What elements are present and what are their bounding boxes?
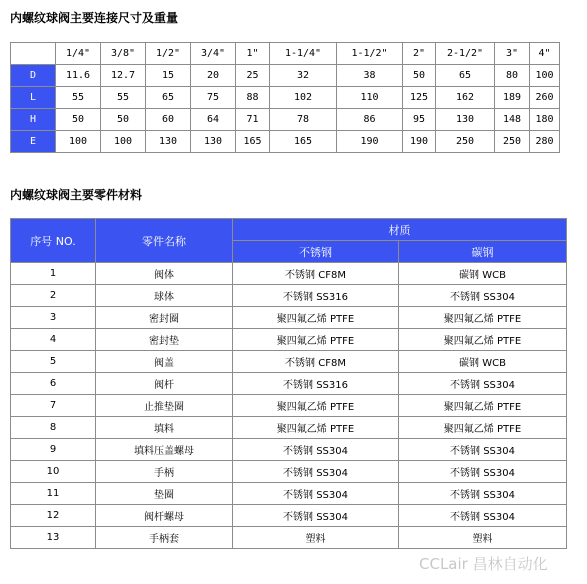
dimension-value: 38 [337, 65, 403, 87]
dimensions-table [10, 42, 560, 153]
table-row [11, 307, 567, 329]
dimension-value: 102 [270, 87, 337, 109]
size-cell: 3/8" [101, 43, 146, 65]
stainless-material: 聚四氟乙烯 PTFE [233, 329, 399, 351]
part-number: 5 [11, 351, 96, 373]
part-name: 密封垫 [96, 329, 233, 351]
dimension-value: 280 [530, 131, 560, 153]
dimension-row [11, 65, 560, 87]
dimension-value: 125 [403, 87, 436, 109]
dimension-value: 32 [270, 65, 337, 87]
dimension-value: 260 [530, 87, 560, 109]
part-name: 密封圈 [96, 307, 233, 329]
part-number: 1 [11, 263, 96, 285]
part-name: 阀杆 [96, 373, 233, 395]
stainless-material: 聚四氟乙烯 PTFE [233, 417, 399, 439]
part-name: 阀杆螺母 [96, 505, 233, 527]
part-name: 填料 [96, 417, 233, 439]
size-cell: 1-1/2" [337, 43, 403, 65]
part-number: 8 [11, 417, 96, 439]
size-cell: 1" [236, 43, 270, 65]
dimension-value: 86 [337, 109, 403, 131]
table-row [11, 527, 567, 549]
stainless-material: 塑料 [233, 527, 399, 549]
carbon-material: 聚四氟乙烯 PTFE [399, 395, 567, 417]
table-row [11, 505, 567, 527]
dimension-value: 130 [436, 109, 495, 131]
dimension-value: 95 [403, 109, 436, 131]
dimension-value: 71 [236, 109, 270, 131]
dimension-value: 64 [191, 109, 236, 131]
dimension-value: 15 [146, 65, 191, 87]
table-row [11, 395, 567, 417]
stainless-material: 不锈钢 SS304 [233, 483, 399, 505]
dimension-value: 162 [436, 87, 495, 109]
dimension-value: 20 [191, 65, 236, 87]
dimension-value: 130 [191, 131, 236, 153]
watermark-logo: CCLair 昌林自动化 [419, 555, 548, 573]
carbon-material: 碳钢 WCB [399, 263, 567, 285]
part-number: 9 [11, 439, 96, 461]
dimension-label: H [11, 109, 56, 131]
dimension-value: 100 [101, 131, 146, 153]
stainless-material: 不锈钢 SS304 [233, 461, 399, 483]
stainless-material: 不锈钢 CF8M [233, 351, 399, 373]
part-name: 手柄套 [96, 527, 233, 549]
part-number: 2 [11, 285, 96, 307]
part-number: 13 [11, 527, 96, 549]
carbon-material: 不锈钢 SS304 [399, 285, 567, 307]
part-name: 手柄 [96, 461, 233, 483]
dimension-value: 55 [56, 87, 101, 109]
dimension-value: 100 [56, 131, 101, 153]
dimension-label: E [11, 131, 56, 153]
dimension-value: 12.7 [101, 65, 146, 87]
dimension-value: 11.6 [56, 65, 101, 87]
table-row [11, 263, 567, 285]
carbon-material: 不锈钢 SS304 [399, 461, 567, 483]
part-number: 4 [11, 329, 96, 351]
table-row [11, 439, 567, 461]
dimension-row [11, 87, 560, 109]
carbon-material: 塑料 [399, 527, 567, 549]
part-number: 3 [11, 307, 96, 329]
table-row [11, 285, 567, 307]
dimension-row [11, 109, 560, 131]
dimension-value: 165 [270, 131, 337, 153]
part-name: 垫圈 [96, 483, 233, 505]
table-row [11, 329, 567, 351]
parts-title: 内螺纹球阀主要零件材料 [10, 188, 143, 202]
part-number: 12 [11, 505, 96, 527]
carbon-material: 不锈钢 SS304 [399, 439, 567, 461]
size-cell: 3" [495, 43, 530, 65]
carbon-material: 碳钢 WCB [399, 351, 567, 373]
dimension-label: L [11, 87, 56, 109]
dimension-value: 25 [236, 65, 270, 87]
header-no: 序号 NO. [11, 219, 96, 263]
dimension-value: 148 [495, 109, 530, 131]
header-part-name: 零件名称 [96, 219, 233, 263]
dimension-value: 250 [436, 131, 495, 153]
part-number: 6 [11, 373, 96, 395]
part-name: 阀盖 [96, 351, 233, 373]
size-cell: 2-1/2" [436, 43, 495, 65]
dimension-row [11, 131, 560, 153]
dimension-value: 65 [146, 87, 191, 109]
size-cell: 1/4" [56, 43, 101, 65]
dimension-value: 110 [337, 87, 403, 109]
dimension-value: 130 [146, 131, 191, 153]
stainless-material: 不锈钢 SS316 [233, 285, 399, 307]
carbon-material: 聚四氟乙烯 PTFE [399, 417, 567, 439]
stainless-material: 聚四氟乙烯 PTFE [233, 307, 399, 329]
dimension-value: 50 [403, 65, 436, 87]
dimensions-title: 内螺纹球阀主要连接尺寸及重量 [10, 11, 179, 25]
table-row [11, 483, 567, 505]
table-row [11, 417, 567, 439]
dimension-value: 100 [530, 65, 560, 87]
dimension-value: 189 [495, 87, 530, 109]
part-number: 11 [11, 483, 96, 505]
carbon-material: 不锈钢 SS304 [399, 483, 567, 505]
part-name: 止推垫圈 [96, 395, 233, 417]
dimension-value: 250 [495, 131, 530, 153]
carbon-material: 不锈钢 SS304 [399, 505, 567, 527]
parts-table [10, 218, 567, 549]
size-cell: 3/4" [191, 43, 236, 65]
size-cell: 4" [530, 43, 560, 65]
table-row [11, 461, 567, 483]
dimension-value: 78 [270, 109, 337, 131]
table-row [11, 351, 567, 373]
stainless-material: 不锈钢 CF8M [233, 263, 399, 285]
carbon-material: 聚四氟乙烯 PTFE [399, 307, 567, 329]
dimension-value: 88 [236, 87, 270, 109]
stainless-material: 不锈钢 SS316 [233, 373, 399, 395]
dimension-value: 65 [436, 65, 495, 87]
stainless-material: 不锈钢 SS304 [233, 505, 399, 527]
dimension-value: 50 [56, 109, 101, 131]
carbon-material: 不锈钢 SS304 [399, 373, 567, 395]
part-name: 阀体 [96, 263, 233, 285]
table-row [11, 373, 567, 395]
dimension-value: 190 [337, 131, 403, 153]
part-name: 球体 [96, 285, 233, 307]
header-material: 材质 [233, 219, 567, 241]
header-carbon: 碳钢 [399, 241, 567, 263]
size-cell: 1/2" [146, 43, 191, 65]
dimension-value: 180 [530, 109, 560, 131]
size-cell: 2" [403, 43, 436, 65]
part-name: 填料压盖螺母 [96, 439, 233, 461]
dimension-value: 60 [146, 109, 191, 131]
size-label: SIZE [11, 43, 56, 65]
dimension-value: 50 [101, 109, 146, 131]
size-header-row [11, 43, 560, 65]
dimension-value: 190 [403, 131, 436, 153]
dimension-value: 165 [236, 131, 270, 153]
size-cell: 1-1/4" [270, 43, 337, 65]
dimension-value: 55 [101, 87, 146, 109]
stainless-material: 不锈钢 SS304 [233, 439, 399, 461]
stainless-material: 聚四氟乙烯 PTFE [233, 395, 399, 417]
part-number: 7 [11, 395, 96, 417]
dimension-value: 75 [191, 87, 236, 109]
part-number: 10 [11, 461, 96, 483]
dimension-label: D [11, 65, 56, 87]
header-stainless: 不锈钢 [233, 241, 399, 263]
dimension-value: 80 [495, 65, 530, 87]
carbon-material: 聚四氟乙烯 PTFE [399, 329, 567, 351]
